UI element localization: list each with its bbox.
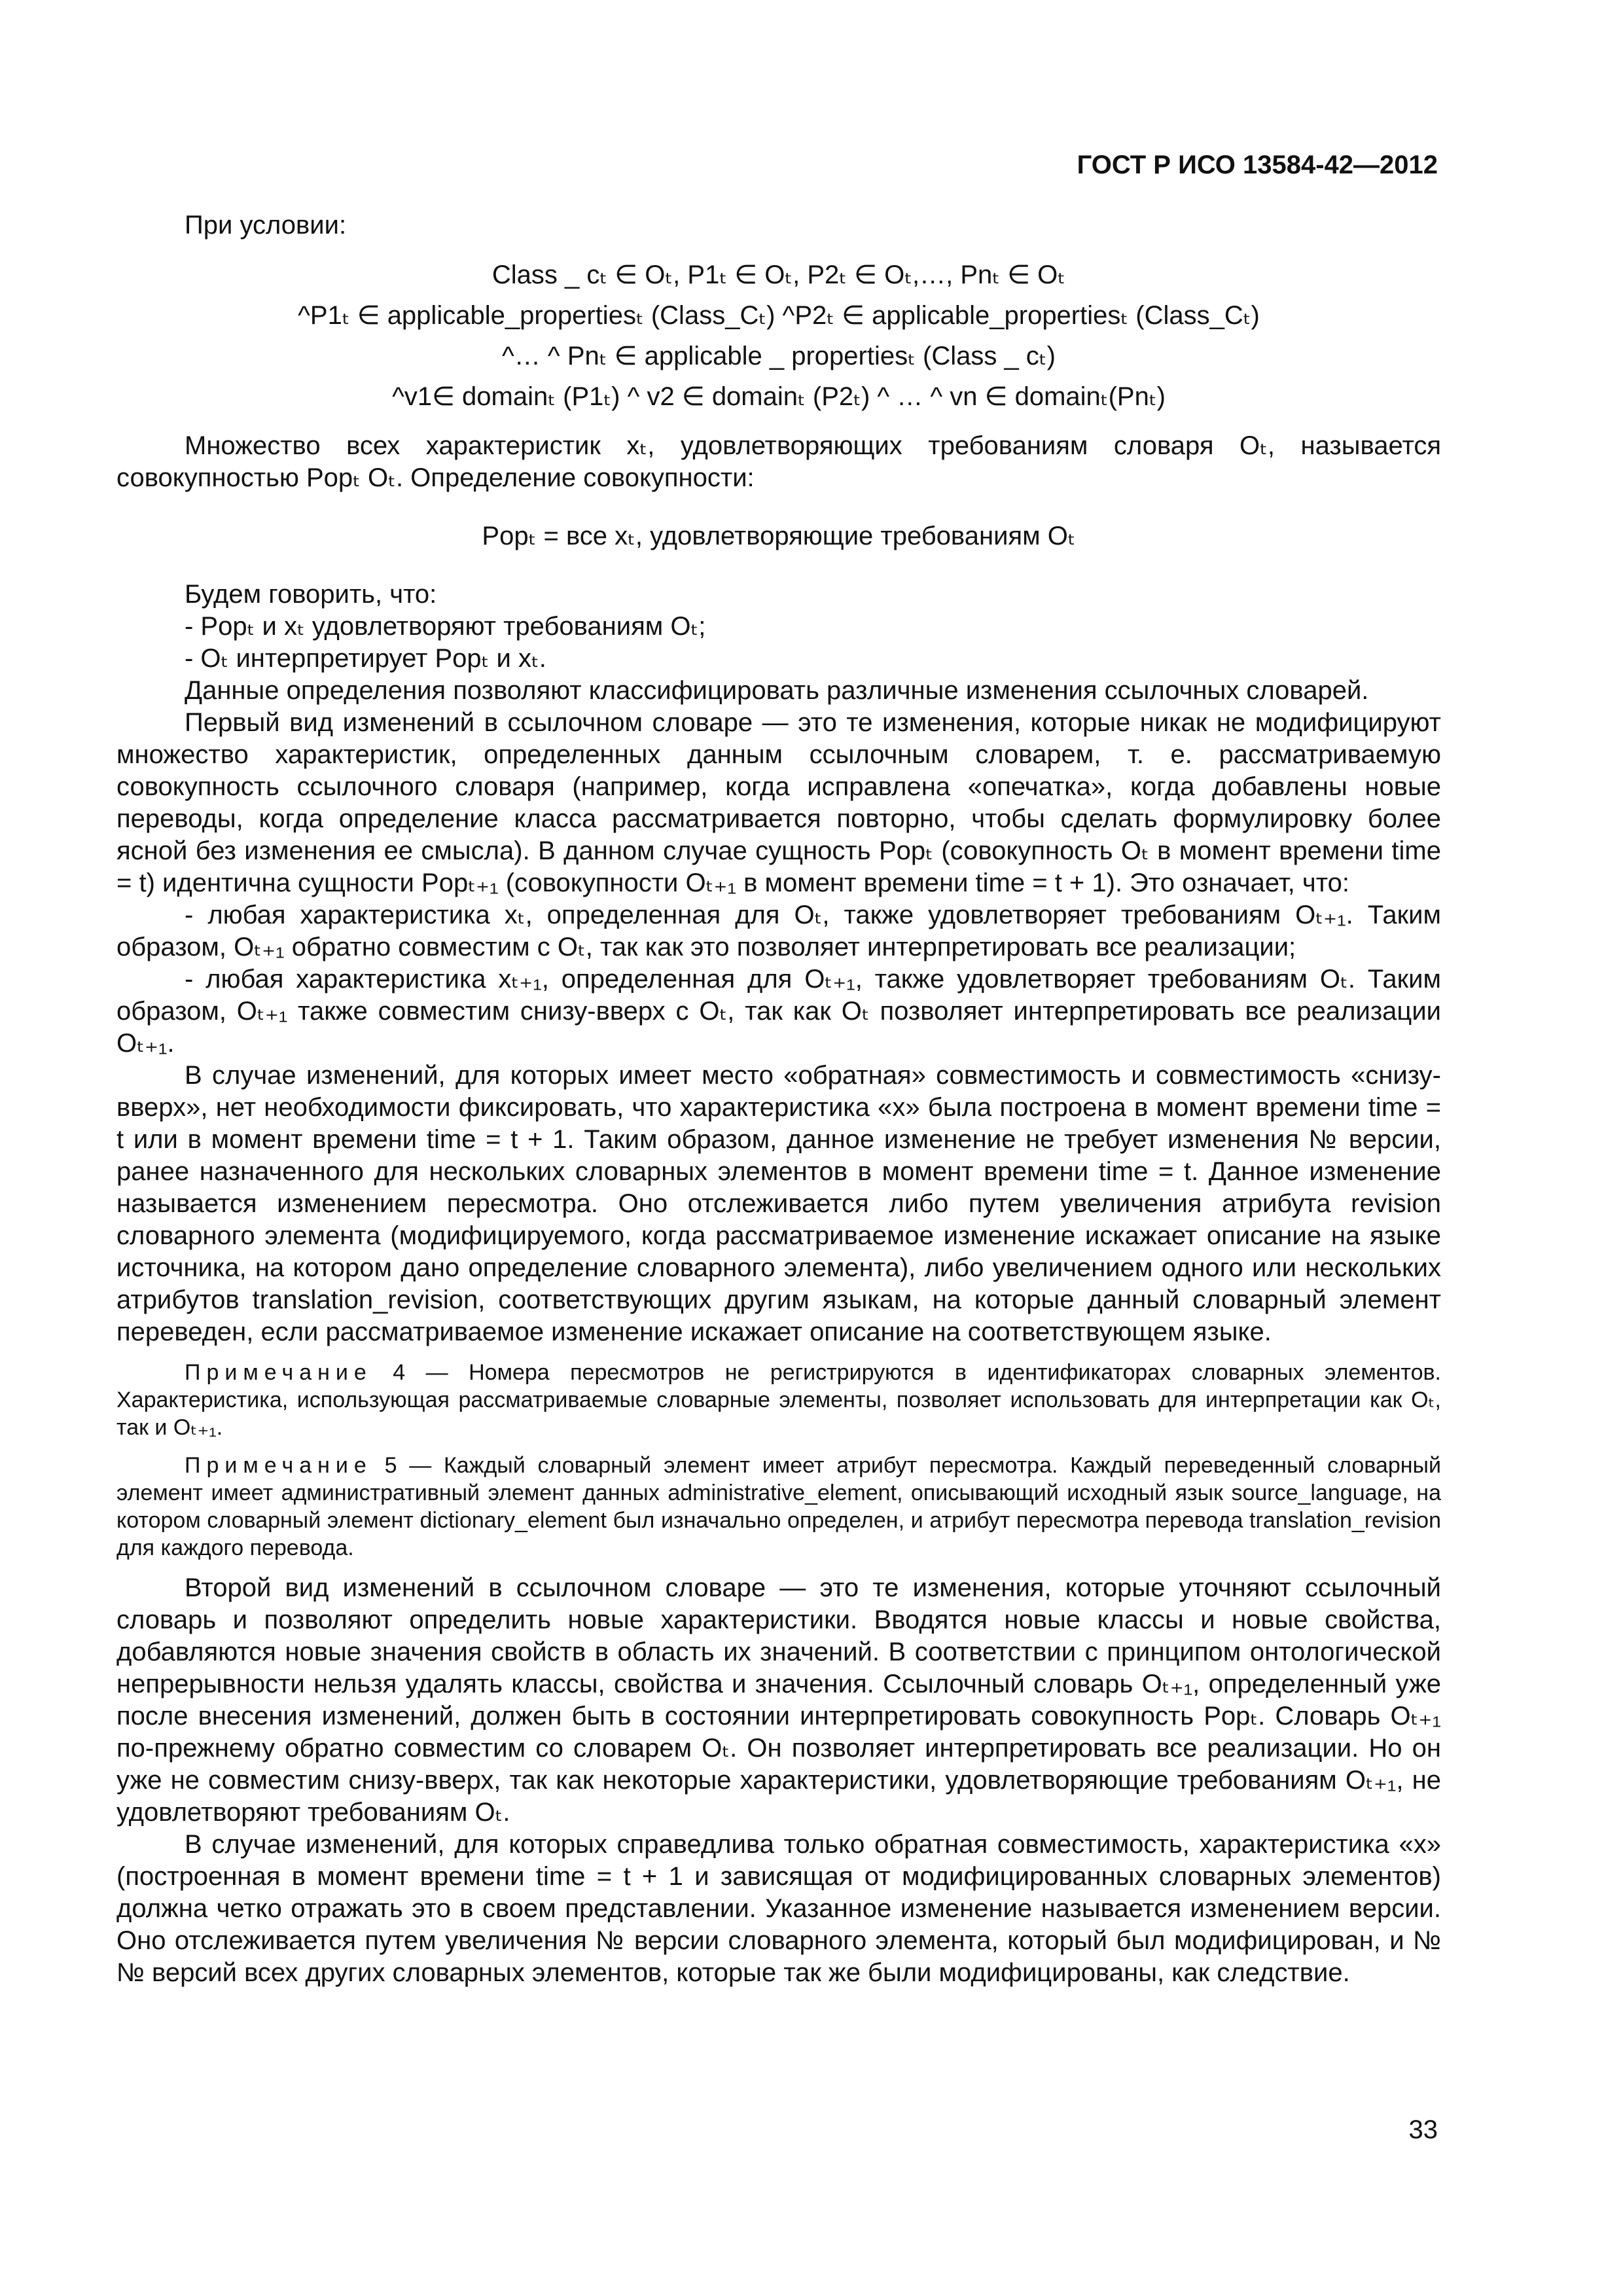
say-line: Будем говорить, что: <box>185 580 437 609</box>
formula-line-3: ^… ^ Pnₜ ∈ applicable _ propertiesₜ (Class _ cₜ) <box>502 342 1056 370</box>
paragraph-first-change-type: Первый вид изменений в ссылочном словаре — это те изменения, которые никак не модифицируют множество характеристик, определенных данным ссылочным словарем, т. е. рассматриваемую совокупность ссылочного словаря (например, когда исправлена «опечатка», когда добавлены новые переводы, когда определение класса рассматривается повторно, чтобы сделать формулировку более ясной без изменения ее смысла). В данном случае сущность Popₜ (совокупность Oₜ в момент времени time = t) идентична сущности Popₜ₊₁ (совокупности Oₜ₊₁ в момент времени time = t + 1). Это означает, что: <box>116 708 1441 897</box>
page-number: 33 <box>1408 2115 1438 2144</box>
formula-line-1: Class _ cₜ ∈ Oₜ, P1ₜ ∈ Oₜ, P2ₜ ∈ Oₜ,…, Pnₜ ∈ Oₜ <box>491 260 1066 289</box>
note-5-text: 5 — Каждый словарный элемент имеет атрибут пересмотра. Каждый переведенный словарный элемент имеет административный элемент данных administrative_element, описывающий исходный язык source_language, на котором словарный элемент dictionary_element был изначально определен, и атрибут пересмотра перевода translation_revision для каждого перевода. <box>116 1453 1441 1560</box>
paragraph-second-change-type: Второй вид изменений в ссылочном словаре — это те изменения, которые уточняют ссылочный словарь и позволяют определить новые характеристики. Вводятся новые классы и новые свойства, добавляются новые значения свойств в область их значений. В соответствии с принципом онтологической непрерывности нельзя удалять классы, свойства и значения. Ссылочный словарь Oₜ₊₁, определенный уже после внесения изменений, должен быть в состоянии интерпретировать совокупность Popₜ. Словарь Oₜ₊₁ по-прежнему обратно совместим со словарем Oₜ. Он позволяет интерпретировать все реализации. Но он уже не совместим снизу-вверх, так как некоторые характеристики, удовлетворяющие требованиям Oₜ₊₁, не удовлетворяют требованиям Oₜ. <box>116 1573 1441 1827</box>
formula-line-4: ^v1∈ domainₜ (P1ₜ) ^ v2 ∈ domainₜ (P2ₜ) ^ … ^ vn ∈ domainₜ(Pnₜ) <box>392 382 1166 411</box>
formula-line-2: ^P1ₜ ∈ applicable_propertiesₜ (Class_Cₜ) ^P2ₜ ∈ applicable_propertiesₜ (Class_Cₜ) <box>298 301 1260 330</box>
bullet-item-2: - любая характеристика xₜ₊₁, определенная для Oₜ₊₁, также удовлетворяет требованиям Oₜ. Таким образом, Oₜ₊₁ также совместим снизу-вверх с Oₜ, так как Oₜ позволяет интерпретировать все реализации Oₜ₊₁. <box>116 965 1441 1058</box>
intro-line: При условии: <box>185 211 347 240</box>
condition-formula <box>116 255 1441 417</box>
paragraph-version-change: В случае изменений, для которых справедлива только обратная совместимость, характеристика «x» (построенная в момент времени time = t + 1 и зависящая от модифицированных словарных элементов) должна четко отражать это в своем представлении. Указанное изменение называется изменением версии. Оно отслеживается путем увеличения № версии словарного элемента, который был модифицирован, и №№ версий всех других словарных элементов, которые так же были модифицированы, как следствие. <box>116 1830 1441 1987</box>
paragraph-definitions: Данные определения позволяют классифицировать различные изменения ссылочных словарей. <box>185 676 1369 705</box>
note-4-text: 4 — Номера пересмотров не регистрируются в идентификаторах словарных элементов. Характеристика, использующая рассматриваемые словарные элементы, позволяет использовать для интерпретации как Oₜ, так и Oₜ₊₁. <box>116 1360 1441 1440</box>
paragraph-revision-change: В случае изменений, для которых имеет место «обратная» совместимость и совместимость «снизу-вверх», нет необходимости фиксировать, что характеристика «x» была построена в момент времени time = t или в момент времени time = t + 1. Таким образом, данное изменение не требует изменения № версии, ранее назначенного для нескольких словарных элементов в момент времени time = t. Данное изменение называется изменением пересмотра. Оно отслеживается либо путем увеличения атрибута revision словарного элемента (модифицируемого, когда рассматриваемое изменение искажает описание на языке источника, на котором дано определение словарного элемента), либо увеличением одного или нескольких атрибутов translation_revision, соответствующих другим языкам, на которые данный словарный элемент переведен, если рассматриваемое изменение искажает описание на соответствующем языке. <box>116 1061 1441 1346</box>
body-text <box>116 209 1441 1989</box>
note-5-label: Примечание <box>185 1453 372 1478</box>
bullet-item-1: - любая характеристика xₜ, определенная для Oₜ, также удовлетворяет требованиям Oₜ₊₁. Таким образом, Oₜ₊₁ обратно совместим с Oₜ, так как это позволяет интерпретировать все реализации; <box>116 901 1441 961</box>
note-4 <box>116 1359 1441 1441</box>
document-header: ГОСТ Р ИСО 13584-42—2012 <box>1077 151 1438 179</box>
dash-item-1: - Popₜ и xₜ удовлетворяют требованиям Oₜ; <box>185 612 706 641</box>
dash-item-2: - Oₜ интерпретирует Popₜ и xₜ. <box>185 644 546 673</box>
paragraph-population-definition: Множество всех характеристик xₜ, удовлетворяющих требованиям словаря Oₜ, называется совокупностью Popₜ Oₜ. Определение совокупности: <box>116 431 1441 492</box>
note-5 <box>116 1452 1441 1562</box>
note-4-label: Примечание <box>185 1360 372 1385</box>
population-formula: Popₜ = все xₜ, удовлетворяющие требованиям Oₜ <box>482 522 1076 550</box>
